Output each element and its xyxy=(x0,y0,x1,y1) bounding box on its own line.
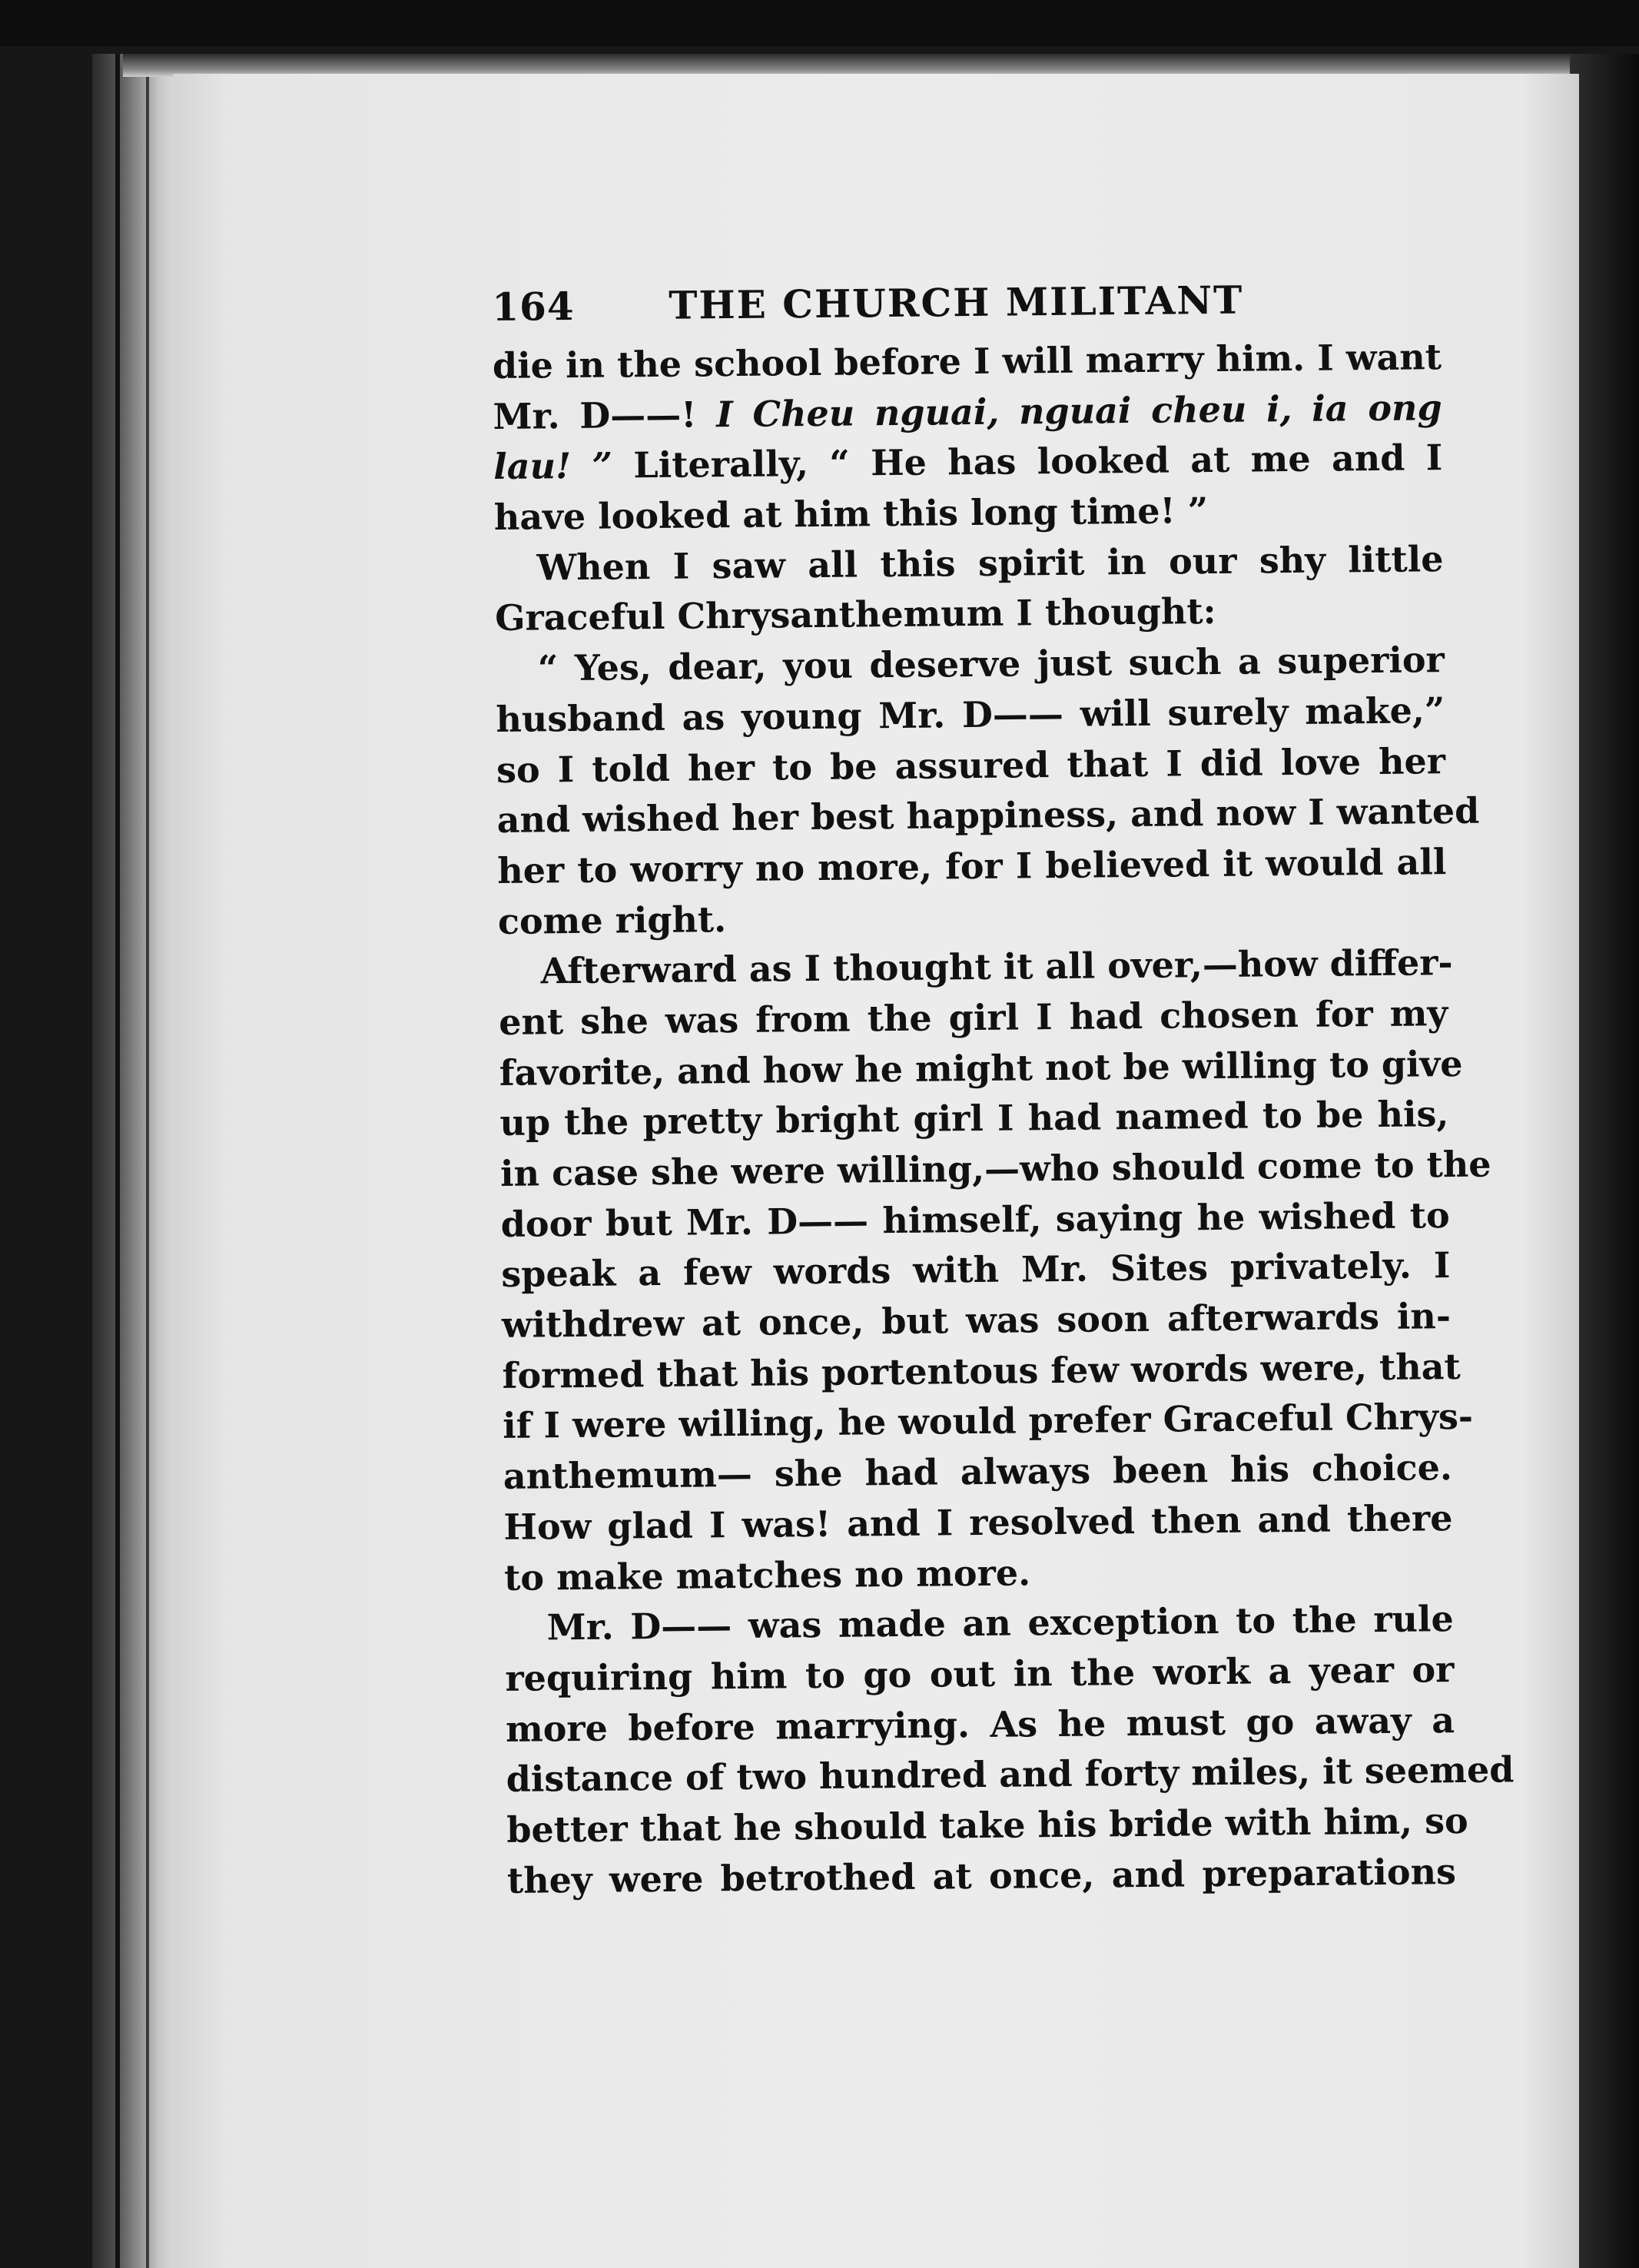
text-line xyxy=(500,1190,1450,1250)
line-text: speak a few words with Mr. Sites privately. I xyxy=(501,1244,1451,1296)
line-text: Graceful Chrysanthemum I thought: xyxy=(494,590,1216,639)
line-text: Afterward as I thought it all over,—how differ- xyxy=(540,941,1453,992)
text-line xyxy=(502,1342,1461,1402)
text-line xyxy=(494,483,1444,543)
text-line xyxy=(499,1039,1463,1099)
line-text: have looked at him this long time! ” xyxy=(493,490,1209,539)
page-text-block xyxy=(492,275,1515,1906)
text-line xyxy=(498,888,1448,948)
line-text: her to worry no more, for I believed it would all xyxy=(497,840,1447,892)
line-text: better that he should take his bride with him, so xyxy=(506,1799,1468,1851)
scan-right-edge xyxy=(1570,54,1639,2268)
body-text xyxy=(492,332,1515,1906)
line-text: Mr. D—— was made an exception to the rule xyxy=(546,1598,1454,1649)
text-line xyxy=(503,1493,1453,1553)
line-text: When I saw all this spirit in our shy little xyxy=(536,537,1444,589)
text-line xyxy=(498,938,1453,998)
page-stack-line xyxy=(115,54,120,2268)
line-text: requiring him to go out in the work a year or xyxy=(505,1648,1455,1699)
line-text: come right. xyxy=(497,898,727,942)
text-line xyxy=(493,433,1443,493)
line-text: they were betrothed at once, and preparations xyxy=(506,1850,1457,1901)
line-text: husband as young Mr. D—— will surely make,” xyxy=(496,689,1445,740)
line-text: if I were willing, he would prefer Graceful Chrys- xyxy=(502,1396,1474,1447)
text-line xyxy=(495,635,1445,695)
line-text: “ Yes, dear, you deserve just such a superior xyxy=(537,639,1445,689)
text-line xyxy=(502,1393,1474,1453)
running-title: THE CHURCH MILITANT xyxy=(668,277,1244,328)
text-line xyxy=(504,1594,1454,1654)
line-text: favorite, and how he might not be willing to give xyxy=(499,1042,1463,1094)
text-line xyxy=(504,1544,1454,1604)
text-line xyxy=(499,1140,1491,1200)
line-text: up the pretty bright girl I had named to be his, xyxy=(499,1093,1449,1144)
book-binding-edge xyxy=(92,54,177,2268)
text-line xyxy=(496,786,1480,846)
line-text: so I told her to be assured that I did love her xyxy=(496,739,1446,791)
text-line xyxy=(499,1089,1449,1149)
text-line xyxy=(506,1695,1455,1755)
text-line xyxy=(494,534,1444,594)
text-line xyxy=(506,1745,1515,1805)
text-line xyxy=(505,1645,1455,1705)
line-text: more before marrying. As he must go away a xyxy=(505,1699,1455,1750)
line-text: distance of two hundred and forty miles, it seemed xyxy=(506,1748,1515,1801)
line-text: door but Mr. D—— himself, saying he wished to xyxy=(500,1194,1450,1245)
text-line xyxy=(493,332,1442,392)
line-text: to make matches no more. xyxy=(503,1551,1031,1599)
line-text: withdrew at once, but was soon afterwards in- xyxy=(501,1295,1452,1346)
page-stack-line xyxy=(146,54,149,2268)
text-line xyxy=(495,585,1445,645)
text-line xyxy=(502,1291,1452,1351)
italic-text: I Cheu nguai, nguai cheu i, ia ong xyxy=(715,386,1442,435)
line-text: ent she was from the girl I had chosen for my xyxy=(498,992,1448,1043)
italic-text: lau! ” xyxy=(493,444,613,488)
line-text: in case she were willing,—who should come to the xyxy=(499,1143,1491,1194)
line-text: anthemum— she had always been his choice. xyxy=(503,1446,1453,1498)
running-head xyxy=(492,275,1461,341)
text-line xyxy=(499,988,1448,1048)
text-line xyxy=(496,686,1445,745)
line-text: Mr. D——! xyxy=(493,393,717,437)
line-text: and wished her best happiness, and now I wanted xyxy=(496,789,1480,842)
line-text: formed that his portentous few words were, that xyxy=(502,1345,1461,1396)
text-line xyxy=(496,736,1446,796)
text-line xyxy=(493,383,1442,443)
page-number: 164 xyxy=(492,283,575,330)
line-text: die in the school before I will marry him. I want xyxy=(492,336,1442,387)
text-line xyxy=(506,1796,1468,1856)
line-text: Literally, “ He has looked at me and I xyxy=(612,437,1443,486)
line-text: How glad I was! and I resolved then and there xyxy=(503,1496,1453,1548)
text-line xyxy=(501,1240,1451,1300)
text-line xyxy=(503,1443,1453,1503)
text-line xyxy=(497,837,1447,897)
text-line xyxy=(507,1847,1457,1907)
